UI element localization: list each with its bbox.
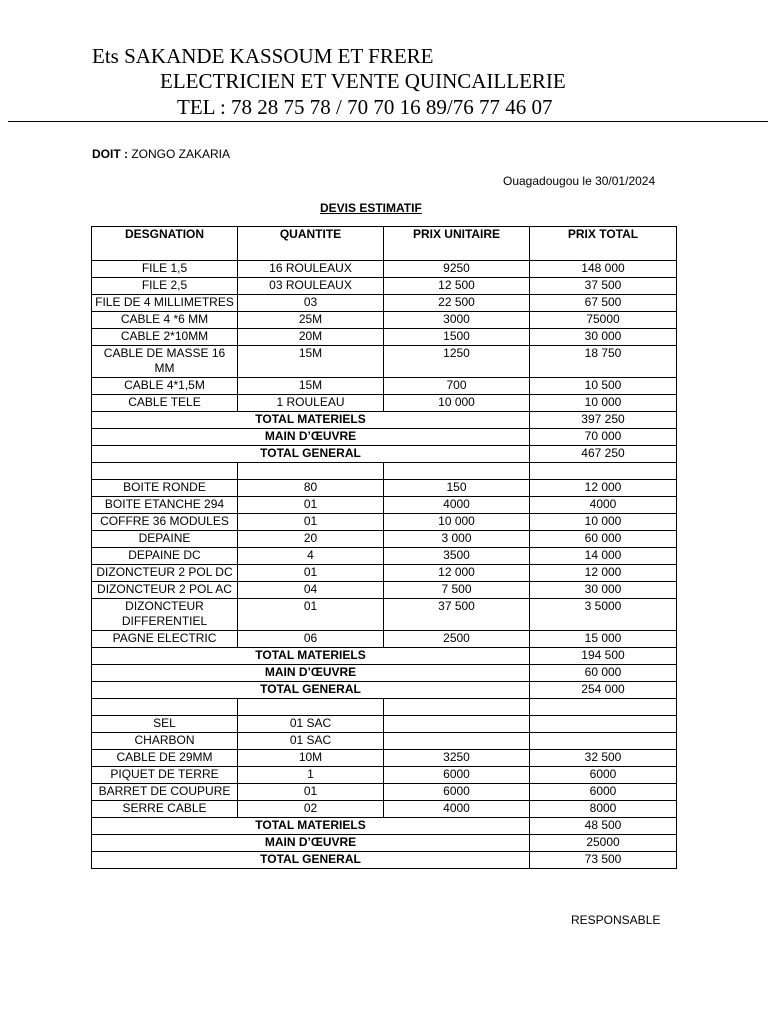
total-price-cell: 12 000: [530, 480, 677, 497]
total-row: [92, 818, 677, 835]
designation-cell: DEPAINE DC: [92, 548, 238, 565]
unit-price-cell: 3500: [384, 548, 530, 565]
unit-price-cell: 150: [384, 480, 530, 497]
total-price-cell: 8000: [530, 801, 677, 818]
header-designation: DESGNATION: [92, 227, 238, 261]
total-label: TOTAL MATERIELS: [92, 648, 530, 665]
total-price-cell: 75000: [530, 312, 677, 329]
designation-cell: SEL: [92, 716, 238, 733]
total-price-cell: 10 500: [530, 378, 677, 395]
table-row: [92, 599, 677, 631]
unit-price-cell: 10 000: [384, 395, 530, 412]
quantity-cell: 01: [238, 514, 384, 531]
table-row: [92, 480, 677, 497]
designation-cell: CABLE DE 29MM: [92, 750, 238, 767]
unit-price-cell: 1250: [384, 346, 530, 378]
signature-label: RESPONSABLE: [571, 913, 661, 927]
designation-cell: CABLE 2*10MM: [92, 329, 238, 346]
designation-cell: COFFRE 36 MODULES: [92, 514, 238, 531]
designation-cell: BOITE RONDE: [92, 480, 238, 497]
unit-price-cell: 3 000: [384, 531, 530, 548]
quantity-cell: 06: [238, 631, 384, 648]
quantity-cell: 01: [238, 599, 384, 631]
total-price-cell: 15 000: [530, 631, 677, 648]
header-total-price: PRIX TOTAL: [530, 227, 677, 261]
unit-price-cell: 4000: [384, 497, 530, 514]
quantity-cell: 1 ROULEAU: [238, 395, 384, 412]
table-row: [92, 733, 677, 750]
unit-price-cell: 12 000: [384, 565, 530, 582]
total-value: 70 000: [530, 429, 677, 446]
quantity-cell: 03: [238, 295, 384, 312]
total-row: [92, 665, 677, 682]
total-price-cell: 3 5000: [530, 599, 677, 631]
table-row: [92, 531, 677, 548]
designation-cell: DEPAINE: [92, 531, 238, 548]
table-row: [92, 582, 677, 599]
total-row: [92, 446, 677, 463]
total-value: 194 500: [530, 648, 677, 665]
table-row: [92, 278, 677, 295]
total-price-cell: 67 500: [530, 295, 677, 312]
quote-table-body: [92, 227, 677, 869]
total-value: 60 000: [530, 665, 677, 682]
unit-price-cell: 22 500: [384, 295, 530, 312]
total-price-cell: 60 000: [530, 531, 677, 548]
table-row: [92, 750, 677, 767]
table-row: [92, 395, 677, 412]
unit-price-cell: 700: [384, 378, 530, 395]
quantity-cell: 20M: [238, 329, 384, 346]
unit-price-cell: 9250: [384, 261, 530, 278]
quantity-cell: 01: [238, 784, 384, 801]
designation-cell: DIZONCTEUR 2 POL AC: [92, 582, 238, 599]
designation-cell: CABLE 4*1,5M: [92, 378, 238, 395]
total-price-cell: 148 000: [530, 261, 677, 278]
empty-cell: [530, 699, 677, 716]
designation-cell: CABLE 4 *6 MM: [92, 312, 238, 329]
designation-cell: CABLE DE MASSE 16 MM: [92, 346, 238, 378]
quantity-cell: 10M: [238, 750, 384, 767]
table-row: [92, 378, 677, 395]
total-label: TOTAL GENERAL: [92, 852, 530, 869]
total-label: TOTAL GENERAL: [92, 446, 530, 463]
designation-cell: DIZONCTEUR 2 POL DC: [92, 565, 238, 582]
total-row: [92, 429, 677, 446]
place-date: Ouagadougou le 30/01/2024: [503, 174, 656, 188]
client-label: DOIT :: [92, 147, 128, 161]
table-row: [92, 784, 677, 801]
quantity-cell: 80: [238, 480, 384, 497]
table-row: [92, 261, 677, 278]
company-activity: ELECTRICIEN ET VENTE QUINCAILLERIE: [160, 69, 566, 93]
unit-price-cell: 37 500: [384, 599, 530, 631]
total-price-cell: 18 750: [530, 346, 677, 378]
empty-cell: [92, 463, 238, 480]
unit-price-cell: 2500: [384, 631, 530, 648]
quantity-cell: 25M: [238, 312, 384, 329]
total-row: [92, 852, 677, 869]
total-value: 254 000: [530, 682, 677, 699]
quantity-cell: 15M: [238, 346, 384, 378]
empty-cell: [530, 463, 677, 480]
quantity-cell: 04: [238, 582, 384, 599]
table-row: [92, 346, 677, 378]
quantity-cell: 01: [238, 565, 384, 582]
table-row: [92, 295, 677, 312]
header-unit-price: PRIX UNITAIRE: [384, 227, 530, 261]
table-row: [92, 631, 677, 648]
quantity-cell: 1: [238, 767, 384, 784]
designation-cell: CHARBON: [92, 733, 238, 750]
table-header-row: [92, 227, 677, 261]
total-label: TOTAL MATERIELS: [92, 818, 530, 835]
total-row: [92, 682, 677, 699]
quantity-cell: 20: [238, 531, 384, 548]
empty-cell: [384, 699, 530, 716]
total-price-cell: 12 000: [530, 565, 677, 582]
unit-price-cell: 1500: [384, 329, 530, 346]
header-divider: [8, 121, 768, 122]
total-price-cell: [530, 733, 677, 750]
total-label: MAIN D’ŒUVRE: [92, 835, 530, 852]
total-price-cell: 30 000: [530, 329, 677, 346]
unit-price-cell: 7 500: [384, 582, 530, 599]
total-price-cell: 4000: [530, 497, 677, 514]
unit-price-cell: 6000: [384, 784, 530, 801]
table-row: [92, 312, 677, 329]
unit-price-cell: 10 000: [384, 514, 530, 531]
unit-price-cell: 3250: [384, 750, 530, 767]
quantity-cell: 01 SAC: [238, 716, 384, 733]
quantity-cell: 16 ROULEAUX: [238, 261, 384, 278]
section-spacer-row: [92, 699, 677, 716]
total-row: [92, 835, 677, 852]
total-value: 25000: [530, 835, 677, 852]
header-quantity: QUANTITE: [238, 227, 384, 261]
unit-price-cell: [384, 716, 530, 733]
company-name: Ets SAKANDE KASSOUM ET FRERE: [92, 44, 434, 68]
table-row: [92, 548, 677, 565]
total-label: MAIN D’ŒUVRE: [92, 665, 530, 682]
unit-price-cell: 6000: [384, 767, 530, 784]
designation-cell: FILE 1,5: [92, 261, 238, 278]
total-price-cell: 10 000: [530, 395, 677, 412]
quantity-cell: 02: [238, 801, 384, 818]
quantity-cell: 01: [238, 497, 384, 514]
quote-table: [91, 226, 677, 869]
quantity-cell: 15M: [238, 378, 384, 395]
quantity-cell: 01 SAC: [238, 733, 384, 750]
empty-cell: [384, 463, 530, 480]
empty-cell: [238, 699, 384, 716]
total-value: 48 500: [530, 818, 677, 835]
total-value: 397 250: [530, 412, 677, 429]
unit-price-cell: 3000: [384, 312, 530, 329]
total-price-cell: [530, 716, 677, 733]
total-price-cell: 6000: [530, 784, 677, 801]
total-value: 73 500: [530, 852, 677, 869]
total-price-cell: 14 000: [530, 548, 677, 565]
total-row: [92, 412, 677, 429]
total-price-cell: 6000: [530, 767, 677, 784]
table-row: [92, 497, 677, 514]
designation-cell: DIZONCTEUR DIFFERENTIEL: [92, 599, 238, 631]
designation-cell: BOITE ETANCHE 294: [92, 497, 238, 514]
total-price-cell: 10 000: [530, 514, 677, 531]
total-price-cell: 32 500: [530, 750, 677, 767]
empty-cell: [92, 699, 238, 716]
empty-cell: [238, 463, 384, 480]
client-line: [92, 147, 230, 161]
table-row: [92, 329, 677, 346]
designation-cell: PAGNE ELECTRIC: [92, 631, 238, 648]
client-name: ZONGO ZAKARIA: [131, 147, 231, 161]
designation-cell: SERRE CABLE: [92, 801, 238, 818]
unit-price-cell: 12 500: [384, 278, 530, 295]
total-label: MAIN D’ŒUVRE: [92, 429, 530, 446]
table-row: [92, 514, 677, 531]
designation-cell: FILE 2,5: [92, 278, 238, 295]
quantity-cell: 4: [238, 548, 384, 565]
designation-cell: CABLE TELE: [92, 395, 238, 412]
table-row: [92, 565, 677, 582]
designation-cell: PIQUET DE TERRE: [92, 767, 238, 784]
table-row: [92, 767, 677, 784]
unit-price-cell: [384, 733, 530, 750]
company-phone: TEL : 78 28 75 78 / 70 70 16 89/76 77 46 07: [177, 95, 553, 119]
total-price-cell: 37 500: [530, 278, 677, 295]
quantity-cell: 03 ROULEAUX: [238, 278, 384, 295]
designation-cell: BARRET DE COUPURE: [92, 784, 238, 801]
table-row: [92, 801, 677, 818]
table-row: [92, 716, 677, 733]
total-label: TOTAL MATERIELS: [92, 412, 530, 429]
total-price-cell: 30 000: [530, 582, 677, 599]
unit-price-cell: 4000: [384, 801, 530, 818]
total-row: [92, 648, 677, 665]
total-label: TOTAL GENERAL: [92, 682, 530, 699]
section-spacer-row: [92, 463, 677, 480]
total-value: 467 250: [530, 446, 677, 463]
document-title: DEVIS ESTIMATIF: [320, 201, 422, 215]
designation-cell: FILE DE 4 MILLIMETRES: [92, 295, 238, 312]
